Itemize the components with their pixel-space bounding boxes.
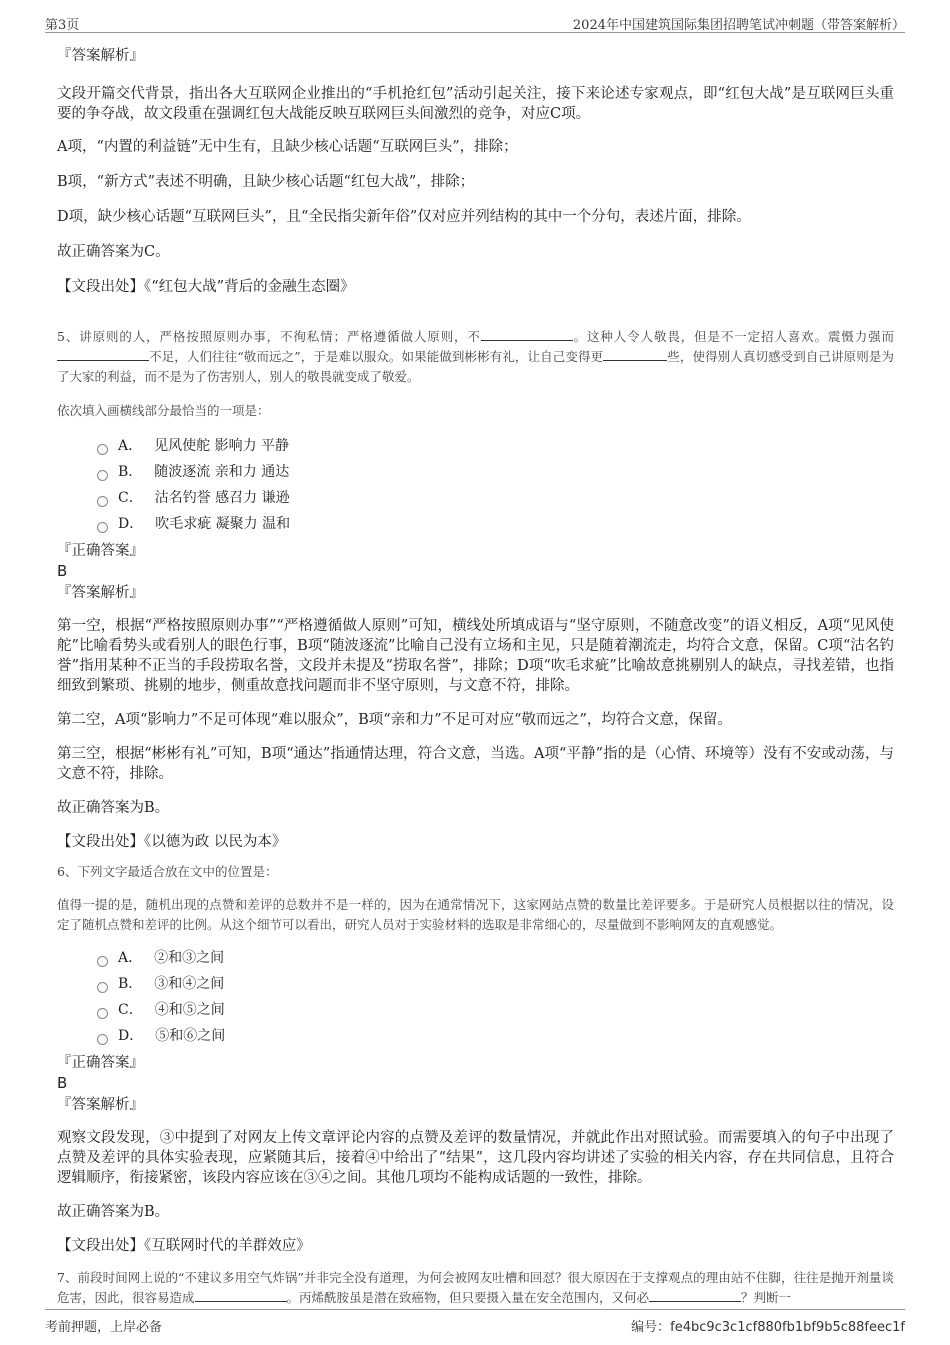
analysis-paragraph: 第三空，根据“彬彬有礼”可知，B项“通达”指通情达理，符合文意，当选。A项“平静”指的是（心情、环境等）没有不安或动荡，与文意不符，排除。 [57,746,894,782]
document-body [57,44,894,1308]
option-d[interactable]: D． 吹毛求疵 凝聚力 温和 [97,511,894,537]
radio-icon[interactable] [97,1034,108,1045]
answer-statement: 故正确答案为C。 [57,244,170,260]
correct-answer-label: 『正确答案』 [57,543,144,559]
question-7-text: 7、前段时间网上说的“不建议多用空气炸锅”并非完全没有道理，为何会被网友吐槽和回怼？很大原因在于支撑观点的理由站不住脚，往往是抛开剂量谈危害，因此，很容易造成 。丙烯酰胺虽是潜在致癌物，但只要摄入量在安全范围内，又何必 ？判断一 [57,1270,894,1305]
option-b[interactable]: B． ③和④之间 [97,971,894,997]
correct-answer-label: 『正确答案』 [57,1055,144,1071]
question-5-options [97,433,894,537]
answer-statement: 故正确答案为B。 [57,800,170,816]
question-6-text: 值得一提的是，随机出现的点赞和差评的总数并不是一样的，因为在通常情况下，这家网站点赞的数量比差评要多。于是研究人员根据以往的情况，设定了随机点赞和差评的比例。从这个细节可以看出，研究人员对于实验材料的选取是非常细心的，尽量做到不影响网友的直观感觉。 [57,897,894,932]
option-c[interactable]: C． 沽名钓誉 感召力 谦逊 [97,485,894,511]
option-c[interactable]: C． ④和⑤之间 [97,997,894,1023]
page-header [45,10,905,33]
fill-blank [481,328,573,341]
fill-blank [603,348,667,361]
analysis-paragraph: D项，缺少核心话题“互联网巨头”，且“全民指尖新年俗”仅对应并列结构的其中一个分句，表述片面，排除。 [57,209,751,225]
document-code: 编号：fe4bc9c3c1cf880fb1bf9b5c88feec1f [631,1320,905,1335]
analysis-paragraph: 观察文段发现，③中提到了对网友上传文章评论内容的点赞及差评的数量情况，并就此作出对照试验。而需要填入的句子中出现了点赞及差评的具体实验表现，应紧随其后，接着④中给出了“结果”，这几段内容均讲述了实验的相关内容，存在共同信息，且符合逻辑顺序，衔接紧密，该段内容应该在③④之间。其他几项均不能构成话题的一致性，排除。 [57,1130,894,1186]
fill-blank [195,1289,287,1302]
analysis-paragraph: A项，“内置的利益链”无中生有，且缺少核心话题“互联网巨头”，排除； [57,139,518,155]
analysis-paragraph: 第一空，根据“严格按照原则办事”“严格遵循做人原则”可知，横线处所填成语与“坚守原则，不随意改变”的语义相反，A项“见风使舵”比喻看势头或看别人的眼色行事，B项“随波逐流”比喻自己没有立场和主见，只是随着潮流走，均符合文意，保留。C项“沽名钓誉”指用某种不正当的手段捞取名誉，文段并未提及“捞取名誉”，排除；D项“吹毛求疵”比喻故意挑剔别人的缺点，寻找差错，也指细致到繁琐、挑剔的地步，侧重故意找问题而非不坚守原则，与文意不符，排除。 [57,618,894,694]
correct-answer: B [57,1074,68,1092]
radio-icon[interactable] [97,496,108,507]
option-d[interactable]: D． ⑤和⑥之间 [97,1023,894,1049]
source-citation: 【文段出处】《“红包大战”背后的金融生态圈》 [57,279,355,295]
radio-icon[interactable] [97,470,108,481]
question-6-title: 6、下列文字最适合放在文中的位置是： [57,864,278,879]
page-number: 第3页 [45,18,80,33]
option-a[interactable]: A． ②和③之间 [97,945,894,971]
document-title: 2024年中国建筑国际集团招聘笔试冲刺题（带答案解析） [572,18,905,33]
radio-icon[interactable] [97,982,108,993]
page-footer [45,1309,905,1338]
footer-slogan: 考前押题，上岸必备 [45,1320,163,1335]
radio-icon[interactable] [97,444,108,455]
answer-statement: 故正确答案为B。 [57,1204,170,1220]
analysis-label: 『答案解析』 [57,585,144,601]
option-b[interactable]: B． 随波逐流 亲和力 通达 [97,459,894,485]
radio-icon[interactable] [97,956,108,967]
question-5-text: 5、讲原则的人，严格按照原则办事，不徇私情；严格遵循做人原则，不 。这种人令人敬畏，但是不一定招人喜欢。震慑力强而不足，人们往往“敬而远之”，于是难以服众。如果能做到彬彬有礼，让自己变得更 些，使得别人真切感受到自己讲原则是为了大家的利益，而不是为了伤害别人，别人的敬畏就变成了敬爱。 [57,329,894,384]
analysis-paragraph: 第二空，A项“影响力”不足可体现“难以服众”，B项“亲和力”不足可对应“敬而远之”，均符合文意，保留。 [57,712,732,728]
option-a[interactable]: A． 见风使舵 影响力 平静 [97,433,894,459]
source-citation: 【文段出处】《以德为政 以民为本》 [57,834,287,850]
analysis-label: 『答案解析』 [57,48,144,64]
analysis-paragraph: 文段开篇交代背景，指出各大互联网企业推出的“手机抢红包”活动引起关注，接下来论述专家观点，即“红包大战”是互联网巨头重要的争夺战，故文段重在强调红包大战能反映互联网巨头间激烈的竞争，对应C项。 [57,86,894,122]
analysis-label: 『答案解析』 [57,1097,144,1113]
correct-answer: B [57,562,68,580]
source-citation: 【文段出处】《互联网时代的羊群效应》 [57,1238,311,1254]
fill-blank [57,348,149,361]
fill-blank [649,1289,741,1302]
radio-icon[interactable] [97,1008,108,1019]
question-prompt: 依次填入画横线部分最恰当的一项是： [57,403,270,418]
analysis-paragraph: B项，“新方式”表述不明确，且缺少核心话题“红包大战”，排除； [57,174,475,190]
question-6-options [97,945,894,1049]
radio-icon[interactable] [97,522,108,533]
